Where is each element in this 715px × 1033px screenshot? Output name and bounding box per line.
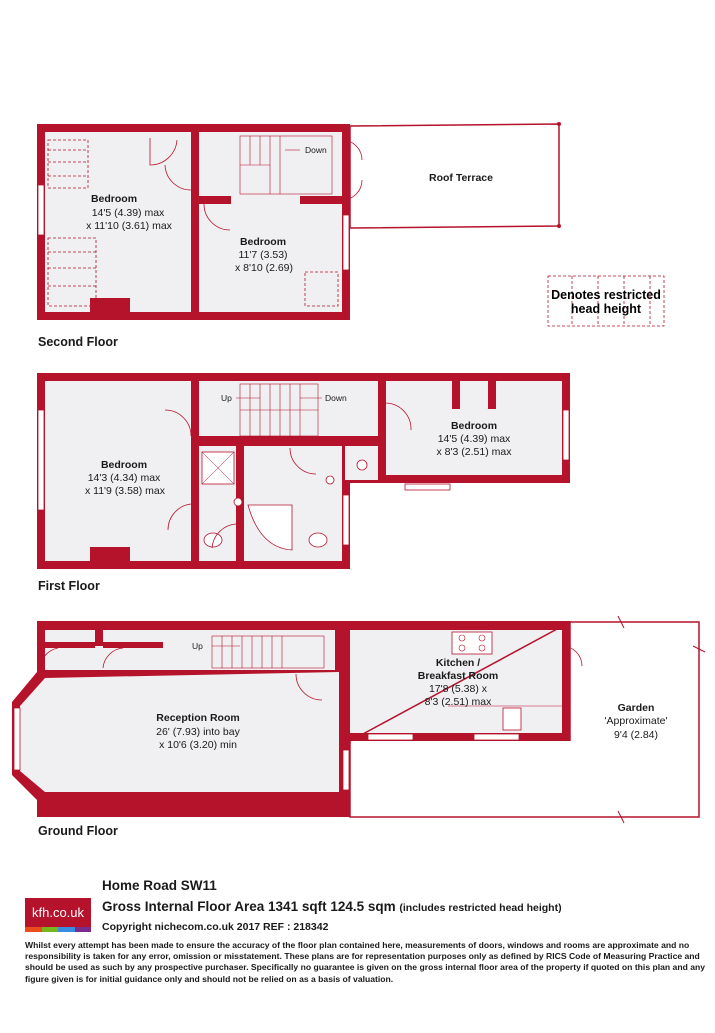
logo-text: kfh.co.uk bbox=[31, 905, 85, 920]
floor-area-note: (includes restricted head height) bbox=[399, 902, 562, 914]
room-dims: x 8'3 (2.51) max bbox=[436, 446, 512, 458]
room-dims: 11'7 (3.53) bbox=[238, 249, 288, 261]
logo-stripe bbox=[25, 927, 42, 932]
room-dims: x 11'10 (3.61) max bbox=[86, 220, 172, 232]
room-dims: 8'3 (2.51) max bbox=[424, 696, 492, 708]
room-name: Bedroom bbox=[90, 193, 138, 205]
room-dims: 9'4 (2.84) bbox=[613, 729, 659, 741]
floor-label-first: First Floor bbox=[38, 579, 100, 593]
ground-floor-plan bbox=[12, 616, 705, 823]
floor-label-second: Second Floor bbox=[38, 335, 118, 349]
legend-line2: head height bbox=[570, 302, 642, 316]
copyright: Copyright nichecom.co.uk 2017 REF : 218342 bbox=[102, 921, 329, 933]
room-dims: 14'5 (4.39) max bbox=[91, 207, 165, 219]
room-name: Breakfast Room bbox=[417, 670, 499, 682]
stair-up-label: Up bbox=[192, 641, 203, 651]
room-dims: x 10'6 (3.20) min bbox=[159, 739, 237, 751]
room-name: Reception Room bbox=[156, 712, 240, 724]
room-name: 'Approximate' bbox=[604, 715, 668, 727]
disclaimer: Whilst every attempt has been made to ensure the accuracy of the floor plan contained here, measurements of doors, windows and rooms are approximate and no responsibility is taken for any error, omission or misstatement. These plans are for representation purposes only as defined by RICS Code of Measuring Practice and should be used as such by any prospective purchaser. Specifically no guarantee is given on the gross internal floor area of the property if quoted on this plan and any figure given is for initial guidance only and should not be relied on as a basis of valuation. bbox=[25, 940, 706, 984]
stair-up-label: Up bbox=[221, 393, 232, 403]
logo-stripe bbox=[42, 927, 59, 932]
room-dims: x 8'10 (2.69) bbox=[234, 262, 294, 274]
room-name: Roof Terrace bbox=[429, 172, 493, 184]
kfh-logo bbox=[25, 898, 91, 932]
first-floor-plan bbox=[37, 373, 570, 569]
room-dims: x 11'9 (3.58) max bbox=[84, 485, 166, 497]
logo-stripe bbox=[58, 927, 75, 932]
stair-down-label: Down bbox=[305, 145, 327, 155]
room-dims: 14'3 (4.34) max bbox=[87, 472, 161, 484]
room-name: Kitchen / bbox=[435, 657, 481, 669]
room-dims: 14'5 (4.39) max bbox=[437, 433, 511, 445]
room-name: Garden bbox=[617, 702, 655, 714]
room-dims: 17'8 (5.38) x bbox=[428, 683, 488, 695]
floor-area-value: Gross Internal Floor Area 1341 sqft 124.5 sqm bbox=[102, 899, 396, 914]
logo-stripe bbox=[75, 927, 92, 932]
room-dims: 26' (7.93) into bay bbox=[156, 726, 240, 738]
room-name: Bedroom bbox=[450, 420, 498, 432]
floor-area bbox=[102, 899, 562, 914]
property-address: Home Road SW11 bbox=[102, 878, 217, 893]
floor-label-ground: Ground Floor bbox=[38, 824, 118, 838]
stair-down-label: Down bbox=[325, 393, 347, 403]
legend-line1: Denotes restricted bbox=[551, 288, 661, 302]
room-name: Bedroom bbox=[100, 459, 148, 471]
second-floor-plan bbox=[37, 122, 561, 320]
room-name: Bedroom bbox=[239, 236, 287, 248]
restricted-height-legend bbox=[548, 276, 664, 326]
